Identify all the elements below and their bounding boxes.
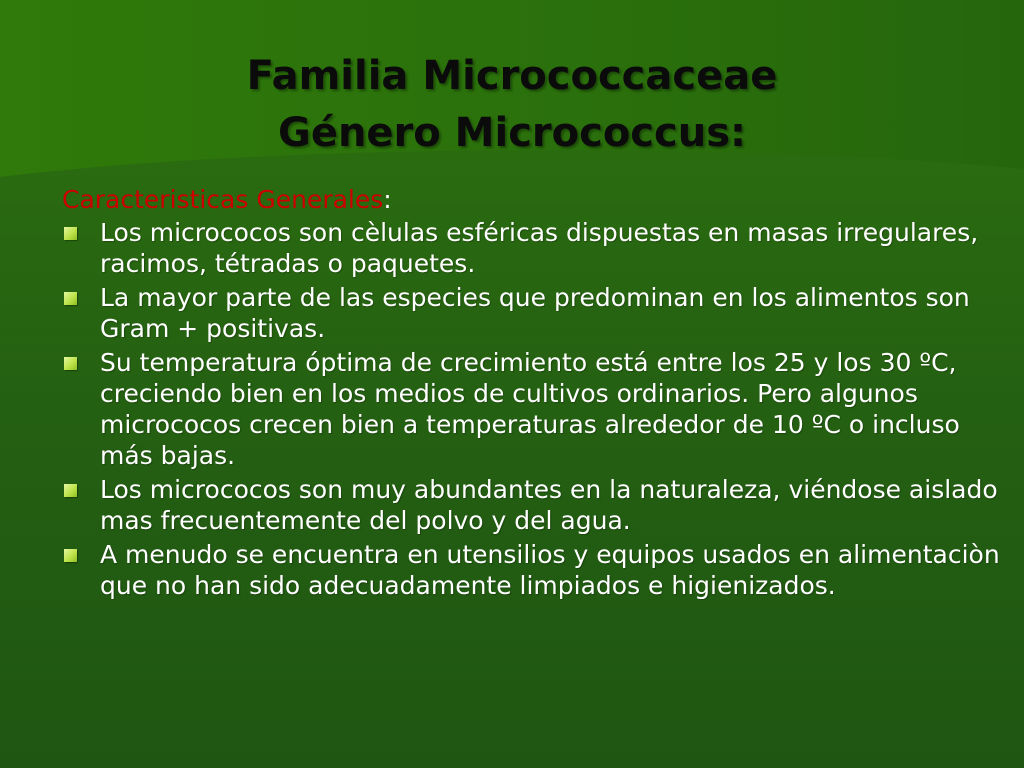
bullet-item [62,474,1002,536]
bullet-item [62,539,1002,601]
bullet-list [62,217,1002,601]
square-bullet-icon [64,227,77,240]
title-line-1: Familia Micrococcaceae [246,53,778,99]
bullet-text: La mayor parte de las especies que predominan en los alimentos son Gram + positivas. [100,283,970,343]
square-bullet-icon [64,292,77,305]
bullet-text: Los micrococos son cèlulas esféricas dispuestas en masas irregulares, racimos, tétradas o paquetes. [100,218,979,278]
square-bullet-icon [64,484,77,497]
subheading [62,184,1002,215]
bullet-item [62,217,1002,279]
slide-content [62,184,1002,604]
bullet-text: Su temperatura óptima de crecimiento está entre los 25 y los 30 ºC, creciendo bien en los medios de cultivos ordinarios. Pero algunos micrococos crecen bien a temperaturas alrededor de 10 ºC o incluso más bajas. [100,348,960,470]
square-bullet-icon [64,549,77,562]
bullet-text: Los micrococos son muy abundantes en la naturaleza, viéndose aislado mas frecuentemente del polvo y del agua. [100,475,998,535]
subheading-suffix: : [383,185,392,214]
bullet-item [62,347,1002,471]
slide-title [0,48,1024,162]
bullet-text: A menudo se encuentra en utensilios y equipos usados en alimentaciòn que no han sido adecuadamente limpiados e higienizados. [100,540,1000,600]
subheading-label: Caracteristicas Generales [62,185,384,214]
bullet-item [62,282,1002,344]
square-bullet-icon [64,357,77,370]
title-line-2: Género Micrococcus: [277,110,747,156]
